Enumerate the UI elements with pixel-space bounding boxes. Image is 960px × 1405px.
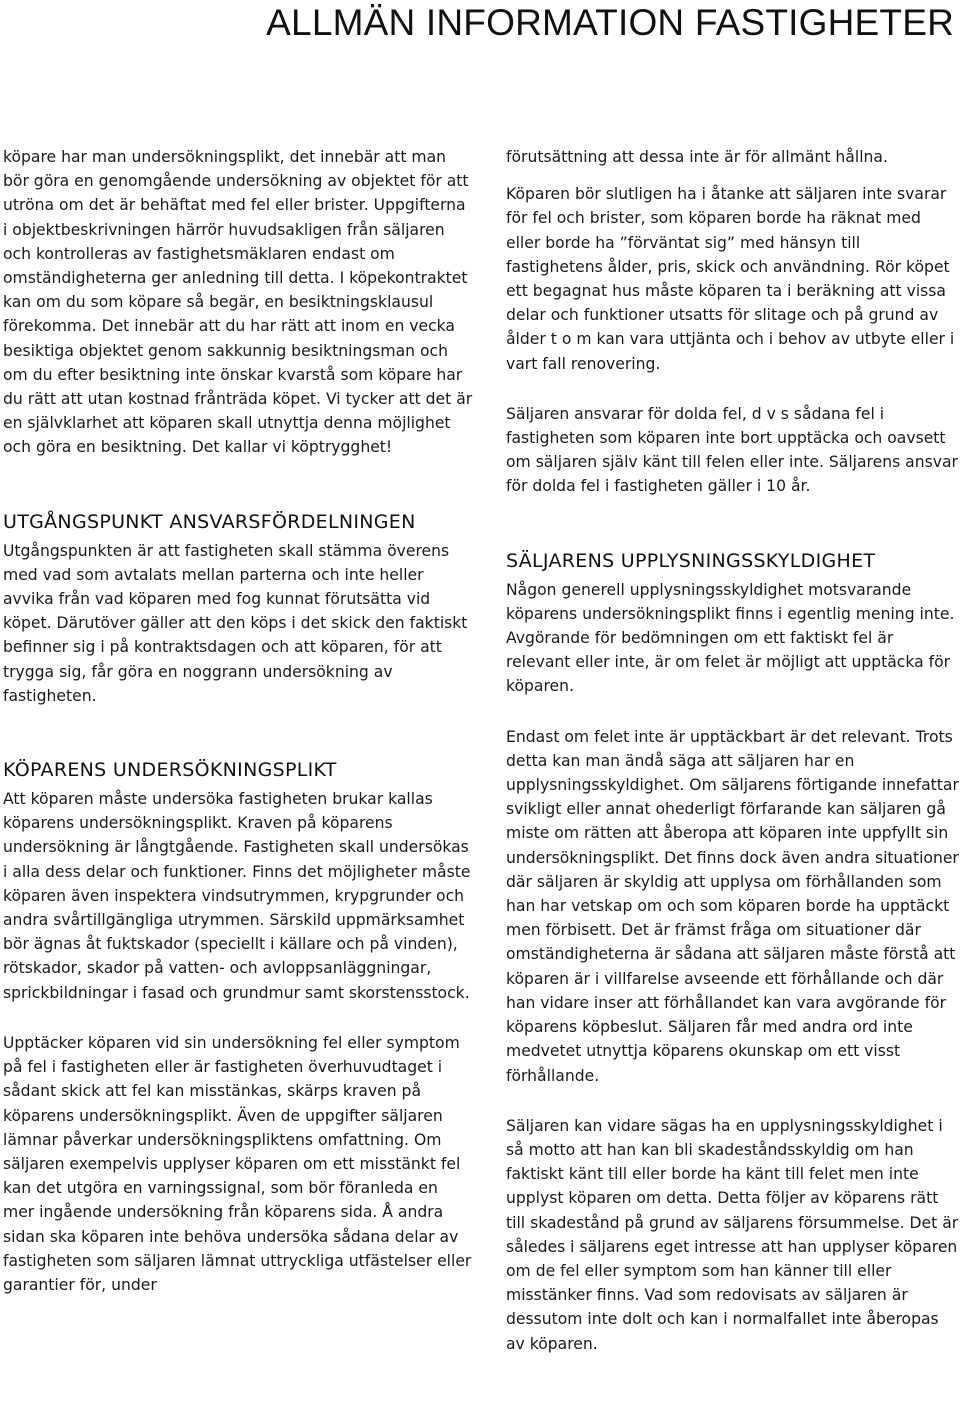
text-segment: Även de uppgifter säljaren lämnar påverkar undersökningspliktens omfattning.	[3, 1106, 443, 1149]
text-segment: Köparen bör slutligen ha i åtanke att säljaren inte svarar för fel och brister, som köparen borde ha räknat med eller borde ha ”förväntat sig” med hänsyn till fastighetens ålder, pris, skick och användning.	[506, 185, 947, 276]
right-column	[506, 145, 960, 1356]
undersokningsplikt-paragraph	[3, 787, 473, 1005]
text-segment: Det är således i säljarens eget intresse att han upplyser köparen om de fel eller symptom som han känner till eller misstänker finns.	[506, 1213, 959, 1305]
text-segment: Fastigheten skall undersökas i alla dess delar och funktioner.	[3, 838, 469, 881]
text-segment: Detta följer av köparens rätt till skadestånd på grund av säljarens försummelse.	[506, 1189, 939, 1232]
undersokningsplikt-paragraph-2	[3, 1031, 473, 1297]
text-segment: Å andra sidan ska köparen inte behöva undersöka sådana delar av fastigheten som säljaren lämnat uttryckliga utfästelser eller garantier för, under	[3, 1203, 472, 1294]
text-segment: Kraven på köparens undersökning är långtgående.	[3, 814, 393, 857]
heading-ansvarsfordelning: UTGÅNGSPUNKT ANSVARSFÖRDELNINGEN	[3, 510, 416, 533]
text-segment: Säljaren kan vidare sägas ha en upplysningsskyldighet i så motto att han kan bli skadeståndsskyldig om han faktiskt känt till eller borde ha känt till felet men inte upplyst köparen om detta.	[506, 1116, 943, 1208]
text-segment: Det innebär att du har rätt att inom en vecka besiktiga objektet genom sakkunnig besiktningsman och om du efter besiktning inte önskar kvarstå som köpare har du rätt att utan kostnad frånträda köpet.	[3, 317, 463, 409]
text-segment: I köpekontraktet kan om du som köpare så begär, en besiktningsklausul förekomma.	[3, 269, 468, 336]
heading-undersokningsplikt: KÖPARENS UNDERSÖKNINGSPLIKT	[3, 759, 337, 782]
text-segment: Säljaren ansvarar för dolda fel, d v s sådana fel i fastigheten som köparen inte bort upptäcka och oavsett om säljaren själv känt till felen eller inte.	[506, 404, 946, 472]
text-segment: Särskild uppmärksamhet bör ägnas åt fuktskador (speciellt i källare och på vinden), rötskador, skador på vatten- och avloppsanläggningar, sprickbildningar i fasad och grundmur samt skorstensstock.	[3, 911, 470, 1002]
text-segment: Upptäcker köparen vid sin undersökning fel eller symptom på fel i fastigheten eller är fastigheten överhuvudtaget i sådant skick att fel kan misstänkas, skärps kraven på köparens undersökningsplikt.	[3, 1033, 460, 1125]
text-segment: Finns det möjligheter måste köparen även inspektera vindsutrymmen, krypgrunder och andra svårtillgängliga utrymmen.	[3, 862, 471, 930]
dolda-fel-paragraph	[506, 402, 960, 499]
text-segment: Säljaren får med andra ord inte medvetet utnyttja köparens okunskap om ett visst förhållande.	[506, 1018, 913, 1085]
text-segment: köpare har man undersökningsplikt, det innebär att man bör göra en genomgående undersökning av objektet för att utröna om det är behäftat med fel eller brister. Uppgifterna i objektbeskrivningen härrör huvudsakligen från säljaren och kontrolleras av fastighetsmäklaren endast om omständigheterna ger anledning till detta.	[3, 148, 469, 288]
intro-paragraph	[3, 145, 473, 460]
text-segment: Det är främst fråga om situationer där omständigheterna är sådana att säljaren måste förstå att köparen är i villfarelse avseende ett förhållande och där han vidare inser att förhållandet kan vara avgörande för köparens köpbeslut.	[506, 921, 956, 1037]
text-segment: Trots detta kan man ändå säga att säljaren har en upplysningsskyldighet.	[506, 727, 953, 795]
slitage-paragraph	[506, 182, 960, 376]
text-segment: Det finns dock även andra situationer där säljaren är skyldig att upplysa om förhållanden som han har vetskap om och som köparen borde ha upptäckt men förbisett.	[506, 848, 959, 940]
upplysningsskyldighet-paragraph-3	[506, 1114, 960, 1356]
continuation-paragraph: förutsättning att dessa inte är för allmänt hållna.	[506, 148, 888, 166]
text-segment: Rör köpet ett begagnat hus måste köparen ta i beräkning att vissa delar och funktioner utsatts för slitage och på grund av ålder t o m kan vara uttjänta och i behov av utbyte eller i vart fall renovering.	[506, 257, 955, 373]
upplysningsskyldighet-paragraph-2	[506, 725, 960, 1088]
text-segment: Någon generell upplysningsskyldighet motsvarande köparens undersökningsplikt finns i egentlig mening inte.	[506, 580, 955, 623]
text-segment: Säljarens ansvar för dolda fel i fastigheten gäller i 10 år.	[506, 453, 958, 496]
text-segment: Avgörande för bedömningen om ett faktiskt fel är relevant eller inte, är om felet är möjligt att upptäcka för köparen.	[506, 629, 951, 696]
text-segment: Om säljaren exempelvis upplyser köparen om ett misstänkt fel kan det utgöra en varningssignal, som bör föranleda en mer ingående undersökning från köparens sida.	[3, 1130, 461, 1222]
text-segment: Att köparen måste undersöka fastigheten brukar kallas köparens undersökningsplikt.	[3, 790, 433, 833]
text-segment: Om säljarens förtigande innefattar svikligt eller annat ohederligt förfarande kan säljaren gå miste om rätten att åberopa att köparen inte uppfyllt sin undersökningsplikt.	[506, 776, 959, 867]
text-segment: Det kallar vi köptrygghet!	[191, 438, 393, 457]
text-segment: Vad som redovisats av säljaren är dessutom inte dolt och kan i normalfallet inte åberopas av köparen.	[506, 1286, 939, 1353]
heading-upplysningsskyldighet: SÄLJARENS UPPLYSNINGSSKYLDIGHET	[506, 549, 876, 572]
text-segment: Endast om felet inte är upptäckbart är det relevant.	[506, 727, 911, 746]
upplysningsskyldighet-paragraph	[506, 578, 960, 699]
text-segment: Vi tycker att det är en självklarhet att köparen skall utnyttja denna möjlighet och göra en besiktning.	[3, 390, 473, 457]
ansvarsfordelning-paragraph	[3, 539, 473, 708]
left-column	[3, 145, 473, 1297]
page-title: ALLMÄN INFORMATION FASTIGHETER	[266, 2, 954, 43]
text-segment: Utgångspunkten är att fastigheten skall stämma överens med vad som avtalats mellan parterna och inte heller avvika från vad köparen med fog kunnat förutsätta vid köpet.	[3, 541, 450, 633]
text-segment: Därutöver gäller att den köps i det skick den faktiskt befinner sig i på kontraktsdagen och att köparen, för att trygga sig, får göra en noggrann undersökning av fastigheten.	[3, 614, 468, 705]
